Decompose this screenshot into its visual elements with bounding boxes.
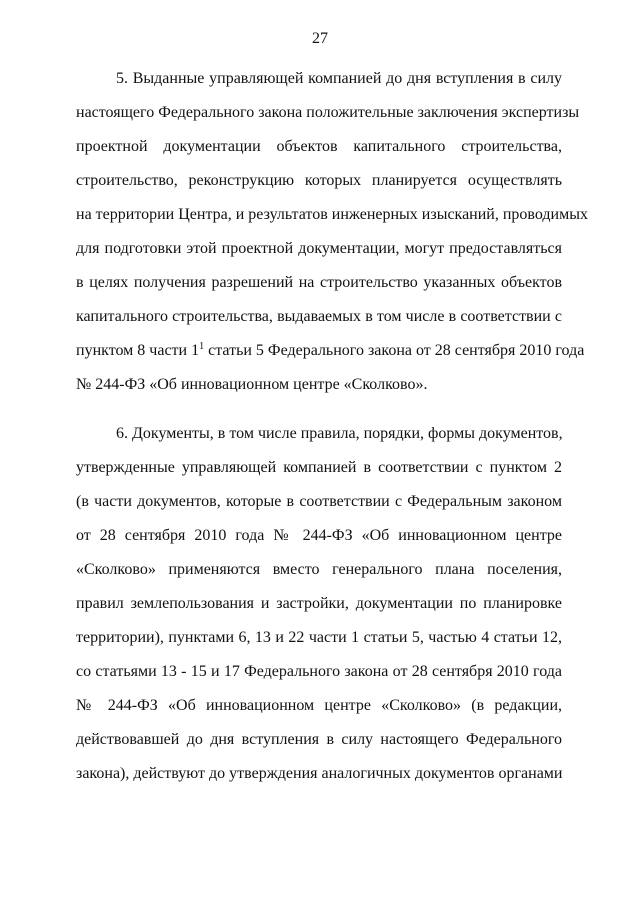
paragraph-line: утвержденные управляющей компанией в соответствии с пунктом 2: [76, 459, 562, 476]
paragraph-line: на территории Центра, и результатов инженерных изысканий, проводимых: [76, 206, 588, 223]
page-number: 27: [312, 30, 328, 47]
paragraph-line: в целях получения разрешений на строительство указанных объектов: [76, 274, 562, 291]
paragraph-line: строительство, реконструкцию которых планируется осуществлять: [76, 172, 562, 189]
paragraph-line: проектной документации объектов капитального строительства,: [76, 138, 562, 155]
paragraph-line-with-superscript: [76, 341, 585, 362]
line-text: пунктом 8 части 1: [76, 342, 200, 359]
paragraph-line: действовавшей до дня вступления в силу настоящего Федерального: [76, 731, 562, 748]
line-text: статьи 5 Федерального закона от 28 сентября 2010 года: [204, 342, 585, 359]
paragraph-line: территории), пунктами 6, 13 и 22 части 1 статьи 5, частью 4 статьи 12,: [76, 629, 562, 646]
paragraph-line: правил землепользования и застройки, документации по планировке: [76, 595, 562, 612]
paragraph-line: 5. Выданные управляющей компанией до дня вступления в силу: [116, 70, 562, 87]
paragraph-last-line: № 244-ФЗ «Об инновационном центре «Сколково».: [76, 376, 428, 393]
paragraph-line: капитального строительства, выдаваемых в том числе в соответствии с: [76, 308, 562, 325]
paragraph-line: № 244-ФЗ «Об инновационном центре «Сколково» (в редакции,: [76, 697, 562, 714]
paragraph-line: «Сколково» применяются вместо генерального плана поселения,: [76, 561, 562, 578]
superscript: 1: [199, 341, 205, 352]
paragraph-line: со статьями 13 - 15 и 17 Федерального закона от 28 сентября 2010 года: [76, 663, 562, 680]
paragraph-line: от 28 сентября 2010 года № 244-ФЗ «Об инновационном центре: [76, 527, 562, 544]
paragraph-line: (в части документов, которые в соответствии с Федеральным законом: [76, 493, 562, 510]
paragraph-line: 6. Документы, в том числе правила, порядки, формы документов,: [116, 425, 563, 442]
paragraph-line: настоящего Федерального закона положительные заключения экспертизы: [76, 104, 580, 121]
paragraph-line: для подготовки этой проектной документации, могут предоставляться: [76, 240, 562, 257]
paragraph-line: закона), действуют до утверждения аналогичных документов органами: [76, 765, 563, 782]
